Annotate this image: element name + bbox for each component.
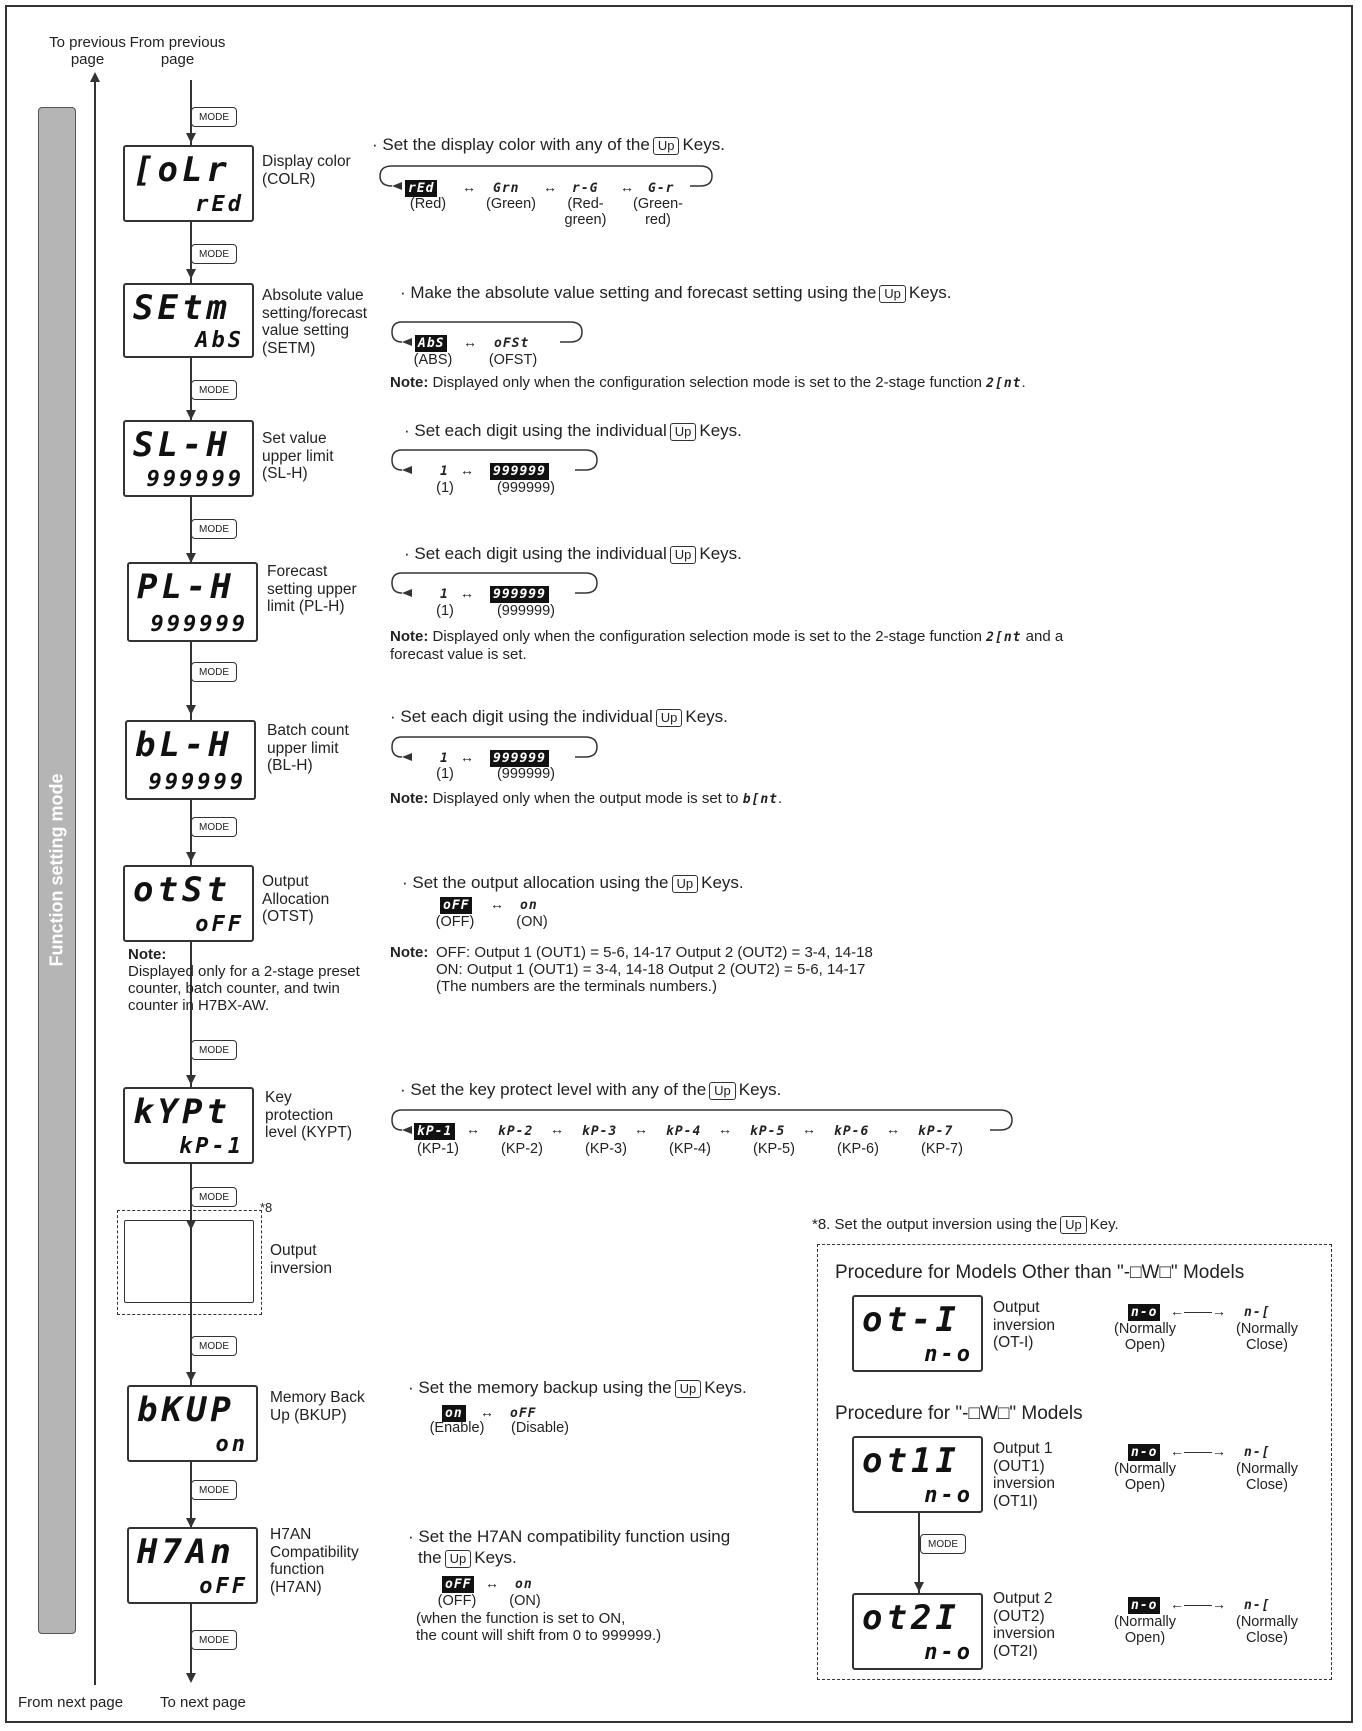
instruction-text: · Set each digit using the individual [404, 421, 667, 440]
box8-d2-display [852, 1436, 983, 1513]
otst-display [123, 865, 254, 942]
segment-value: 1 [440, 587, 449, 602]
slh-option-max [490, 462, 549, 480]
instruction-text: · Set the display color with any of the [372, 135, 650, 154]
plh-description: Forecast setting upper limit (PL-H) [267, 563, 357, 615]
instruction-text: Keys. [474, 1548, 517, 1567]
segment-value: kP-3 [582, 1124, 618, 1139]
segment-value: n-[ [1244, 1305, 1271, 1320]
plh-display [127, 562, 258, 642]
slh-display [123, 420, 254, 497]
to-next-page-label: To next page [160, 1694, 246, 1711]
output-inversion-display [124, 1220, 254, 1303]
double-arrow-icon: ↔ [634, 1121, 648, 1137]
mode-key: MODE [191, 380, 237, 400]
box8-d3-display-top: ot2I [862, 1598, 960, 1638]
bkup-description: Memory Back Up (BKUP) [270, 1389, 365, 1424]
segment-value: oFSt [494, 336, 530, 351]
otst-option-on [520, 896, 538, 914]
kypt-option-5 [750, 1122, 785, 1140]
segment-value: kP-2 [498, 1124, 534, 1139]
otst-side-note [128, 946, 378, 1014]
mode-key: MODE [191, 1040, 237, 1060]
box8-option-open-label: (Normally Open) [1113, 1461, 1177, 1493]
segment-value: kP-6 [834, 1124, 870, 1139]
h7an-option-off-label: (OFF) [437, 1593, 477, 1609]
mode-key: MODE [191, 1336, 237, 1356]
bkup-instruction [408, 1378, 747, 1398]
segment-value: n-[ [1244, 1445, 1271, 1460]
blh-note [390, 790, 1090, 808]
note-text: Displayed only when the configuration selection mode is set to the 2-stage function [432, 374, 982, 391]
kypt-display-top: kYPt [133, 1092, 231, 1132]
box8-d3-display-bottom: n-o [924, 1640, 973, 1665]
instruction-text: Keys. [704, 1378, 747, 1397]
mode-key: MODE [191, 107, 237, 127]
segment-value: kP-5 [750, 1124, 786, 1139]
instruction-text: · Set the output allocation using the [402, 873, 669, 892]
note-text: Displayed only when the configuration selection mode is set to the 2-stage function [432, 628, 982, 645]
segment-value: rEd [405, 180, 437, 197]
h7an-instruction-line2 [418, 1548, 517, 1568]
h7an-option-on [515, 1575, 533, 1593]
instruction-text: · Make the absolute value setting and forecast setting using the [400, 283, 877, 302]
blh-display [125, 720, 256, 800]
colr-option-red-green-label: (Red-green) [564, 196, 607, 228]
box8-option-close-label: (Normally Close) [1235, 1461, 1299, 1493]
note-text: and a forecast value is set. [390, 628, 1064, 663]
colr-option-red-green [572, 179, 598, 197]
segment-value: 999999 [490, 750, 549, 767]
bkup-option-disable-label: (Disable) [510, 1420, 569, 1436]
footnote-mark: *8 [260, 1200, 273, 1215]
plh-note [390, 628, 1110, 663]
up-key: Up [675, 1380, 702, 1398]
double-arrow-icon: ↔ [802, 1121, 816, 1137]
instruction-text: Keys. [685, 707, 728, 726]
kypt-option-4-label: (KP-4) [669, 1141, 711, 1157]
segment-value: n-[ [1244, 1598, 1271, 1613]
down-arrow-icon [186, 269, 196, 279]
instruction-text: · Set each digit using the individual [390, 707, 653, 726]
kypt-display [123, 1087, 254, 1164]
note-line: the count will shift from 0 to 999999.) [416, 1627, 662, 1644]
down-arrow-icon [186, 410, 196, 420]
mode-key: MODE [191, 1630, 237, 1650]
mode-key: MODE [191, 817, 237, 837]
setm-option-ofst [494, 334, 529, 352]
note-text: Key. [1089, 1216, 1119, 1233]
note-text: *8. Set the output inversion using the [812, 1216, 1058, 1233]
instruction-text: Keys. [682, 135, 725, 154]
slh-option-min-label: (1) [436, 480, 454, 496]
mode-key: MODE [920, 1534, 966, 1554]
kypt-option-4 [666, 1122, 701, 1140]
note-label: Note: [390, 374, 429, 391]
up-key: Up [709, 1082, 736, 1100]
colr-option-red-label: (Red) [409, 196, 447, 212]
slh-description: Set value upper limit (SL-H) [262, 430, 334, 482]
colr-description: Display color (COLR) [262, 153, 351, 188]
segment-value: on [515, 1577, 533, 1592]
box8-option-open-3 [1128, 1596, 1160, 1614]
instruction-text: Keys. [738, 1080, 782, 1099]
mode-key: MODE [191, 519, 237, 539]
setm-display [123, 283, 254, 358]
box8-d3-description: Output 2 (OUT2) inversion (OT2I) [993, 1590, 1056, 1660]
otst-note-lines [436, 944, 1136, 995]
kypt-option-6-label: (KP-6) [837, 1141, 879, 1157]
box8-d1-description: Output inversion (OT-I) [993, 1299, 1056, 1351]
double-arrow-icon: ↔ [466, 1121, 480, 1137]
blh-instruction [390, 707, 728, 727]
segment-value: oFF [442, 1576, 474, 1593]
note-line: OFF: Output 1 (OUT1) = 5-6, 14-17 Output 2 (OUT2) = 3-4, 14-18 [436, 944, 873, 961]
blh-option-max [490, 749, 549, 767]
box8-d2-description: Output 1 (OUT1) inversion (OT1I) [993, 1440, 1056, 1510]
colr-instruction [372, 135, 725, 155]
double-arrow-icon: ↔ [462, 179, 476, 195]
segment-value: r-G [572, 181, 599, 196]
h7an-description: H7AN Compatibility function (H7AN) [270, 1526, 359, 1596]
segment-value: 999999 [490, 586, 549, 603]
h7an-display-bottom: oFF [199, 1574, 248, 1599]
segment-value: kP-4 [666, 1124, 702, 1139]
double-arrow-icon: ↔ [886, 1121, 900, 1137]
setm-option-abs [415, 334, 447, 352]
box8-option-open-2 [1128, 1443, 1160, 1461]
kypt-option-5-label: (KP-5) [753, 1141, 795, 1157]
setm-description: Absolute value setting/forecast value setting (SETM) [262, 287, 368, 357]
slh-display-bottom: 999999 [146, 467, 244, 492]
kypt-option-1-label: (KP-1) [417, 1141, 459, 1157]
up-arrow-icon [90, 72, 100, 82]
segment-value: 999999 [490, 463, 549, 480]
colr-option-red [405, 179, 437, 197]
segment-value: b[nt [742, 792, 778, 807]
colr-display [123, 145, 254, 222]
blh-display-top: bL-H [135, 725, 233, 765]
segment-value: n-o [1128, 1304, 1160, 1321]
slh-option-min [440, 462, 449, 480]
double-arrow-icon: ↔ [550, 1121, 564, 1137]
h7an-option-off [442, 1575, 474, 1593]
return-flow-line [94, 80, 96, 1685]
h7an-display-top: H7An [137, 1532, 235, 1572]
otst-option-off [440, 896, 472, 914]
note-label: Note: [390, 790, 429, 807]
mode-key: MODE [191, 662, 237, 682]
double-arrow-icon: ↔ [485, 1575, 499, 1591]
down-arrow-icon [186, 1075, 196, 1085]
kypt-description: Key protection level (KYPT) [265, 1089, 352, 1141]
mode-key: MODE [191, 244, 237, 264]
instruction-text: · Set each digit using the individual [404, 544, 667, 563]
sidebar-label: Function setting mode [46, 773, 67, 967]
double-arrow-icon: ←——→ [1170, 1443, 1226, 1459]
colr-option-green [493, 179, 519, 197]
blh-option-max-label: (999999) [496, 766, 556, 782]
kypt-option-2-label: (KP-2) [501, 1141, 543, 1157]
box8-option-close-label: (Normally Close) [1235, 1321, 1299, 1353]
plh-display-bottom: 999999 [150, 612, 248, 637]
up-key: Up [879, 285, 906, 303]
blh-option-min [440, 749, 449, 767]
down-arrow-icon [186, 1372, 196, 1382]
mode-key: MODE [191, 1480, 237, 1500]
box8-option-close-1 [1244, 1303, 1270, 1321]
down-arrow-icon [186, 705, 196, 715]
segment-value: Grn [493, 181, 520, 196]
plh-instruction [404, 544, 742, 564]
kypt-option-3-label: (KP-3) [585, 1141, 627, 1157]
colr-option-green-red-label: (Green-red) [633, 196, 683, 228]
up-key: Up [1060, 1216, 1087, 1234]
blh-description: Batch count upper limit (BL-H) [267, 722, 349, 774]
plh-option-max-label: (999999) [496, 603, 556, 619]
from-next-page-label: From next page [18, 1694, 124, 1711]
box8-title [812, 1216, 1119, 1234]
kypt-option-7-label: (KP-7) [921, 1141, 963, 1157]
h7an-instruction-line1: · Set the H7AN compatibility function using [408, 1527, 731, 1546]
double-arrow-icon: ↔ [620, 179, 634, 195]
function-setting-mode-sidebar [38, 107, 76, 1634]
double-arrow-icon: ↔ [490, 896, 504, 912]
box8-procedure1-title: Procedure for Models Other than "-□W□" Models [835, 1262, 1245, 1283]
otst-note [390, 944, 428, 961]
box8-option-open-label: (Normally Open) [1113, 1614, 1177, 1646]
segment-value: 1 [440, 751, 449, 766]
instruction-text: · Set the memory backup using the [408, 1378, 672, 1397]
kypt-display-bottom: kP-1 [179, 1134, 244, 1159]
bkup-display-top: bKUP [137, 1390, 235, 1430]
segment-value: oFF [510, 1406, 537, 1421]
segment-value: 2[nt [986, 376, 1022, 391]
blh-option-min-label: (1) [436, 766, 454, 782]
note-text: . [1021, 374, 1026, 391]
double-arrow-icon: ↔ [460, 585, 474, 601]
otst-display-bottom: oFF [195, 912, 244, 937]
kypt-option-6 [834, 1122, 869, 1140]
down-arrow-icon [914, 1582, 924, 1592]
from-previous-page-label: From previous page [129, 34, 226, 68]
double-arrow-icon: ↔ [463, 334, 477, 350]
setm-option-ofst-label: (OFST) [488, 352, 538, 368]
segment-value: on [442, 1405, 466, 1422]
box8-option-open-label: (Normally Open) [1113, 1321, 1177, 1353]
colr-option-green-red [648, 179, 674, 197]
setm-display-bottom: AbS [195, 328, 244, 353]
segment-value: n-o [1128, 1597, 1160, 1614]
double-arrow-icon: ↔ [460, 462, 474, 478]
segment-value: 1 [440, 464, 449, 479]
down-arrow-icon [186, 852, 196, 862]
bkup-option-enable-label: (Enable) [429, 1420, 485, 1436]
instruction-text: Keys. [699, 421, 742, 440]
kypt-option-3 [582, 1122, 617, 1140]
plh-option-min [440, 585, 449, 603]
double-arrow-icon: ←——→ [1170, 1596, 1226, 1612]
up-key: Up [656, 709, 683, 727]
double-arrow-icon: ←——→ [1170, 1303, 1226, 1319]
plh-display-top: PL-H [137, 567, 235, 607]
kypt-option-1 [414, 1122, 455, 1140]
box8-option-open-1 [1128, 1303, 1160, 1321]
to-previous-page-label: To previous page [49, 34, 126, 68]
note-label: Note: [128, 946, 167, 963]
bkup-display-bottom: on [215, 1432, 248, 1457]
output-inversion-description: Output inversion [270, 1242, 333, 1277]
otst-instruction [402, 873, 744, 893]
colr-display-top: [oLr [133, 150, 231, 190]
double-arrow-icon: ↔ [480, 1404, 494, 1420]
bkup-display [127, 1385, 258, 1462]
note-text: . [778, 790, 783, 807]
up-key: Up [670, 546, 697, 564]
double-arrow-icon: ↔ [460, 749, 474, 765]
h7an-note [416, 1610, 796, 1644]
h7an-option-on-label: (ON) [509, 1593, 541, 1609]
slh-instruction [404, 421, 742, 441]
otst-option-off-label: (OFF) [435, 914, 475, 930]
up-key: Up [653, 137, 680, 155]
box8-d1-display [852, 1295, 983, 1372]
plh-option-min-label: (1) [436, 603, 454, 619]
note-line: (The numbers are the terminals numbers.) [436, 978, 717, 995]
up-key: Up [672, 875, 699, 893]
note-label: Note: [390, 628, 429, 645]
note-text: Displayed only for a 2-stage preset counter, batch counter, and twin counter in H7BX-AW. [128, 963, 360, 1014]
double-arrow-icon: ↔ [543, 179, 557, 195]
instruction-text: · Set the key protect level with any of the [400, 1080, 707, 1099]
colr-display-bottom: rEd [195, 192, 244, 217]
setm-option-abs-label: (ABS) [413, 352, 453, 368]
note-label: Note: [390, 944, 429, 961]
up-key: Up [445, 1550, 472, 1568]
box8-option-close-3 [1244, 1596, 1270, 1614]
setm-instruction [400, 283, 951, 303]
instruction-text: Keys. [701, 873, 744, 892]
box8-procedure2-title: Procedure for "-□W□" Models [835, 1403, 1083, 1424]
box8-option-close-label: (Normally Close) [1235, 1614, 1299, 1646]
plh-option-max [490, 585, 549, 603]
mode-key: MODE [191, 1187, 237, 1207]
box8-d1-display-bottom: n-o [924, 1342, 973, 1367]
kypt-instruction [400, 1080, 781, 1100]
kypt-option-7 [918, 1122, 953, 1140]
otst-option-on-label: (ON) [516, 914, 548, 930]
double-arrow-icon: ↔ [718, 1121, 732, 1137]
blh-display-bottom: 999999 [148, 770, 246, 795]
setm-display-top: SEtm [133, 288, 231, 328]
otst-description: Output Allocation (OTST) [262, 873, 330, 925]
up-key: Up [670, 423, 697, 441]
box8-option-close-2 [1244, 1443, 1270, 1461]
note-line: (when the function is set to ON, [416, 1610, 626, 1627]
box8-d1-display-top: ot-I [862, 1300, 960, 1340]
down-arrow-icon [186, 133, 196, 143]
note-text: Displayed only when the output mode is set to [432, 790, 739, 807]
box8-d2-display-bottom: n-o [924, 1483, 973, 1508]
box8-d2-display-top: ot1I [862, 1441, 960, 1481]
segment-value: kP-7 [918, 1124, 954, 1139]
segment-value: AbS [415, 335, 447, 352]
setm-note [390, 374, 1350, 392]
segment-value: oFF [440, 897, 472, 914]
slh-display-top: SL-H [133, 425, 231, 465]
otst-display-top: otSt [133, 870, 231, 910]
kypt-cycle-loop [0, 0, 1, 1]
box8-flow-line [918, 1513, 920, 1593]
segment-value: 2[nt [986, 630, 1022, 645]
instruction-text: Keys. [699, 544, 742, 563]
segment-value: kP-1 [414, 1123, 455, 1140]
slh-option-max-label: (999999) [496, 480, 556, 496]
kypt-option-2 [498, 1122, 533, 1140]
instruction-text: the [418, 1548, 442, 1567]
note-line: ON: Output 1 (OUT1) = 3-4, 14-18 Output 2 (OUT2) = 5-6, 14-17 [436, 961, 866, 978]
h7an-display [127, 1527, 258, 1604]
colr-option-green-label: (Green) [486, 196, 536, 212]
segment-value: G-r [648, 181, 675, 196]
segment-value: n-o [1128, 1444, 1160, 1461]
instruction-text: Keys. [908, 283, 952, 302]
down-arrow-icon [186, 1673, 196, 1683]
segment-value: on [520, 898, 538, 913]
box8-d3-display [852, 1593, 983, 1670]
